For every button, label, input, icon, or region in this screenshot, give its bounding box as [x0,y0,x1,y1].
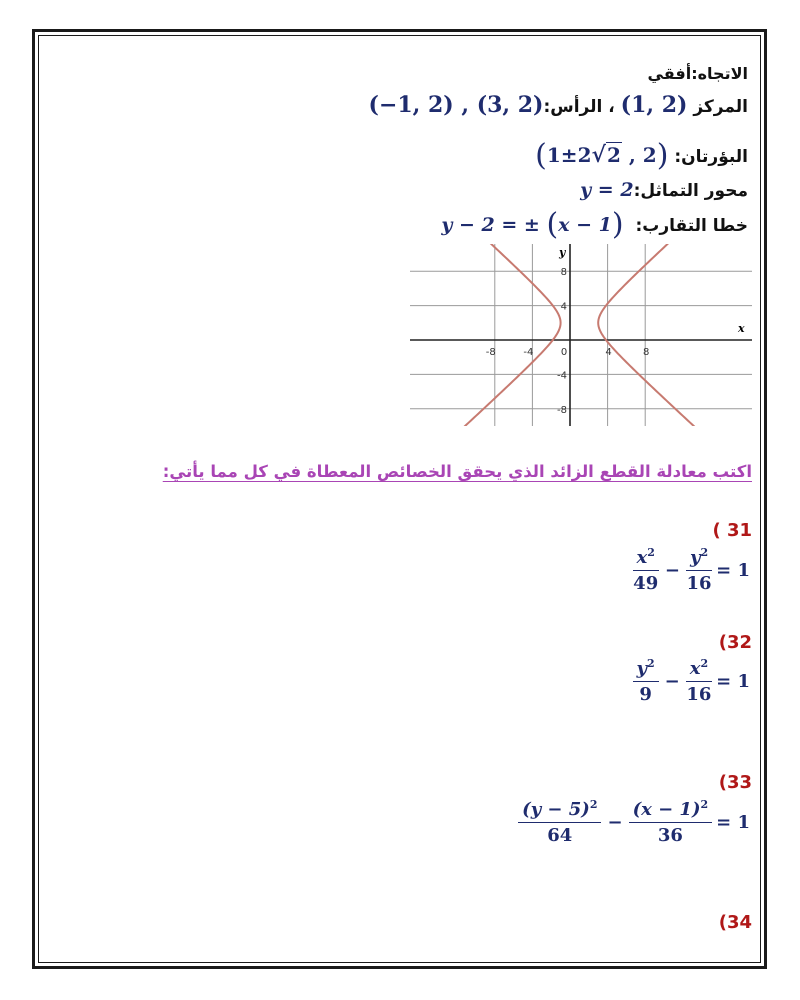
equation-rhs: = 1 [716,559,750,581]
direction-line [648,64,748,83]
vertex-2: (3, 2) [476,92,544,118]
x-tick-label: -4 [523,347,534,358]
asymptotes-value: y − 2 = ± (x − 1) [441,207,624,242]
center-label: المركز [693,97,748,117]
question-34-number: (34 [718,912,752,933]
vertex-1: (−1, 2) [368,92,454,118]
hyperbola-graph [410,244,752,426]
question-33-number: (33 [718,772,752,793]
x-tick-label: 0 [560,347,568,358]
fraction: $\frac{(y - 5)^2}{64}$ [518,798,601,846]
instruction-text: اكتب معادلة القطع الزائد الذي يحقق الخصائص المعطاة في كل مما يأتي: [162,462,752,481]
direction-value: أفقي [647,64,692,83]
x-tick-label: 4 [605,347,612,358]
y-tick-label: -4 [557,370,567,382]
fraction: $\frac{y^2}{9}$ [633,657,659,705]
question-32-equation: $\frac{y^2}{9}$ − $\frac{x^2}{16}$ = 1 [629,657,750,705]
equation-rhs: = 1 [716,670,750,692]
x-axis-label: x [738,322,745,335]
axis-value: y = 2 [580,179,634,201]
fraction: $\frac{(x - 1)^2}{36}$ [629,798,713,846]
foci-label: البؤرتان: [674,147,748,167]
axis-line [580,179,748,201]
y-tick-label: -8 [557,404,567,416]
vertices-value: (−1, 2) , (3, 2) [368,92,544,118]
question-33-equation: $\frac{(y - 5)^2}{64}$ − $\frac{(x - 1)^2}{36}$ = 1 [514,798,750,846]
foci-value: (1±2√2 , 2) [535,138,669,173]
direction-label: الاتجاه: [691,64,748,83]
graph-grid [410,244,752,426]
vertices-label: الرأس: [543,97,603,117]
separator: ، [608,97,615,117]
x-tick-label: -8 [485,347,496,358]
foci-line [535,138,748,173]
graph-tick-labels [486,267,650,416]
center-value: (1, 2) [620,92,688,118]
asymptotes-label: خطا التقارب: [635,216,748,236]
question-32-number: (32 [718,632,752,653]
axis-label: محور التماثل: [633,181,748,201]
fraction: $\frac{x^2}{16}$ [686,657,712,705]
y-tick-label: 8 [560,267,567,279]
x-tick-label: 8 [643,347,650,358]
question-31-number: ( 31 [712,520,752,541]
center-vertices-line [369,92,748,118]
y-tick-label: 4 [560,301,567,313]
equation-rhs: = 1 [716,811,750,833]
asymptotes-line [441,207,748,242]
fraction: $\frac{x^2}{49}$ [633,546,659,594]
question-31-equation: $\frac{x^2}{49}$ − $\frac{y^2}{16}$ = 1 [633,546,750,594]
fraction: $\frac{y^2}{16}$ [686,546,712,594]
y-axis-label: y [559,246,566,259]
